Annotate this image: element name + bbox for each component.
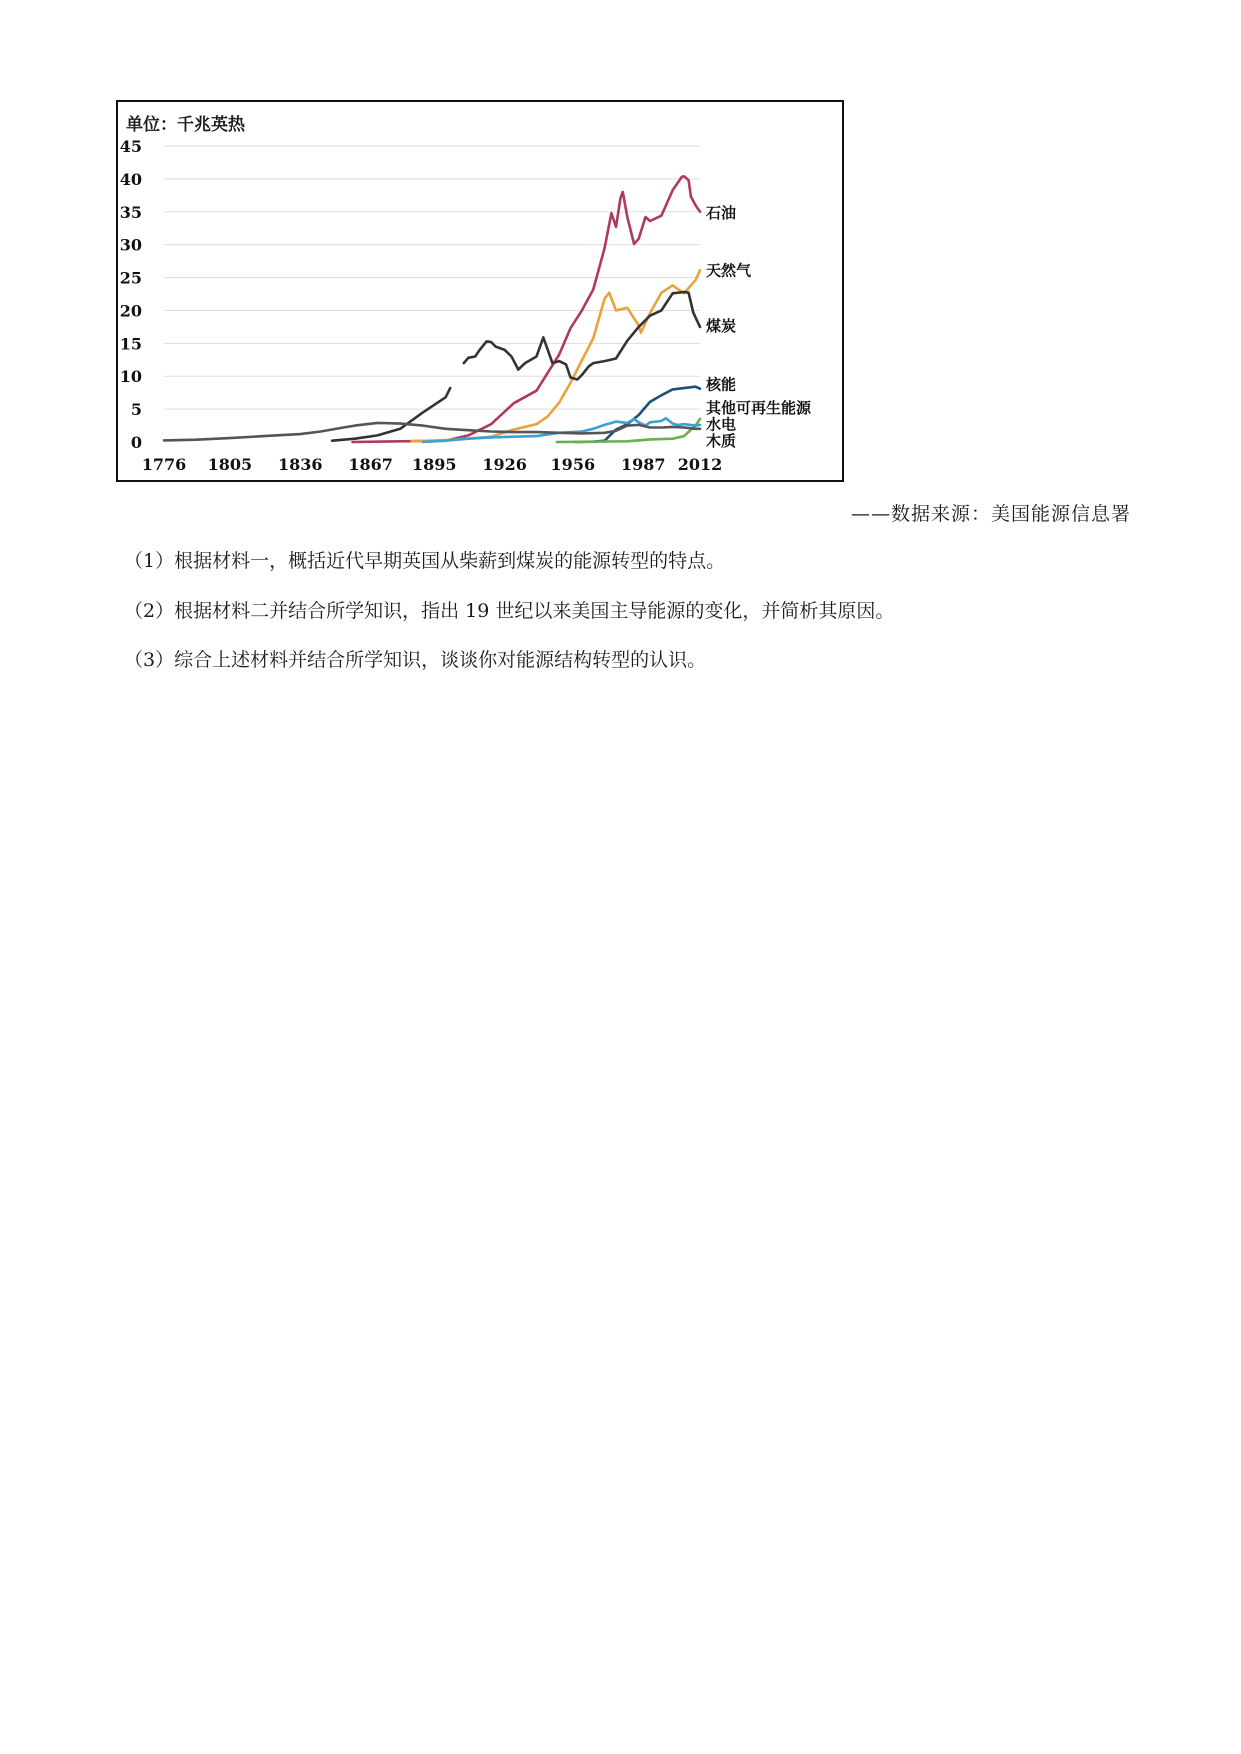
data-source: ——数据来源：美国能源信息署 <box>850 503 1131 525</box>
x-tick-label: 1805 <box>207 455 253 474</box>
x-tick-label: 1987 <box>620 455 666 474</box>
series-line <box>332 292 700 441</box>
series-label: 天然气 <box>706 261 752 280</box>
y-tick-label: 45 <box>119 137 142 156</box>
series-label: 核能 <box>706 375 737 394</box>
chart-canvas <box>118 102 842 480</box>
series-line <box>412 270 700 441</box>
unit-label: 单位：千兆英热 <box>126 115 245 135</box>
y-tick-label: 15 <box>119 334 142 354</box>
question-1: （1）根据材料一，概括近代早期英国从柴薪到煤炭的能源转型的特点。 <box>124 550 726 572</box>
series-label: 水电 <box>706 415 737 434</box>
series-label: 煤炭 <box>706 316 737 335</box>
y-tick-label: 0 <box>130 433 142 452</box>
x-tick-label: 1776 <box>141 455 187 474</box>
x-tick-label: 1895 <box>412 455 457 474</box>
x-tick-label: 1926 <box>482 455 527 474</box>
question-3: （3）综合上述材料并结合所学知识，谈谈你对能源结构转型的认识。 <box>124 649 707 671</box>
x-tick-label: 1956 <box>550 455 596 474</box>
x-tick-label: 2012 <box>677 455 723 474</box>
x-tick-label: 1836 <box>278 455 323 474</box>
series-label: 石油 <box>706 203 737 222</box>
y-tick-label: 5 <box>130 400 142 420</box>
y-tick-label: 10 <box>119 367 142 387</box>
y-tick-label: 25 <box>119 268 142 288</box>
y-tick-label: 40 <box>119 169 142 189</box>
y-tick-label: 35 <box>119 202 142 222</box>
series-label: 木质 <box>706 432 737 451</box>
question-2: （2）根据材料二并结合所学知识，指出 19 世纪以来美国主导能源的变化，并简析其原因。 <box>124 600 895 622</box>
series-line <box>353 176 701 442</box>
y-tick-label: 30 <box>119 235 142 255</box>
series-line <box>164 423 700 441</box>
y-tick-label: 20 <box>119 301 142 321</box>
x-tick-label: 1867 <box>348 455 393 474</box>
energy-chart <box>116 100 844 482</box>
series-label: 其他可再生能源 <box>706 399 812 418</box>
